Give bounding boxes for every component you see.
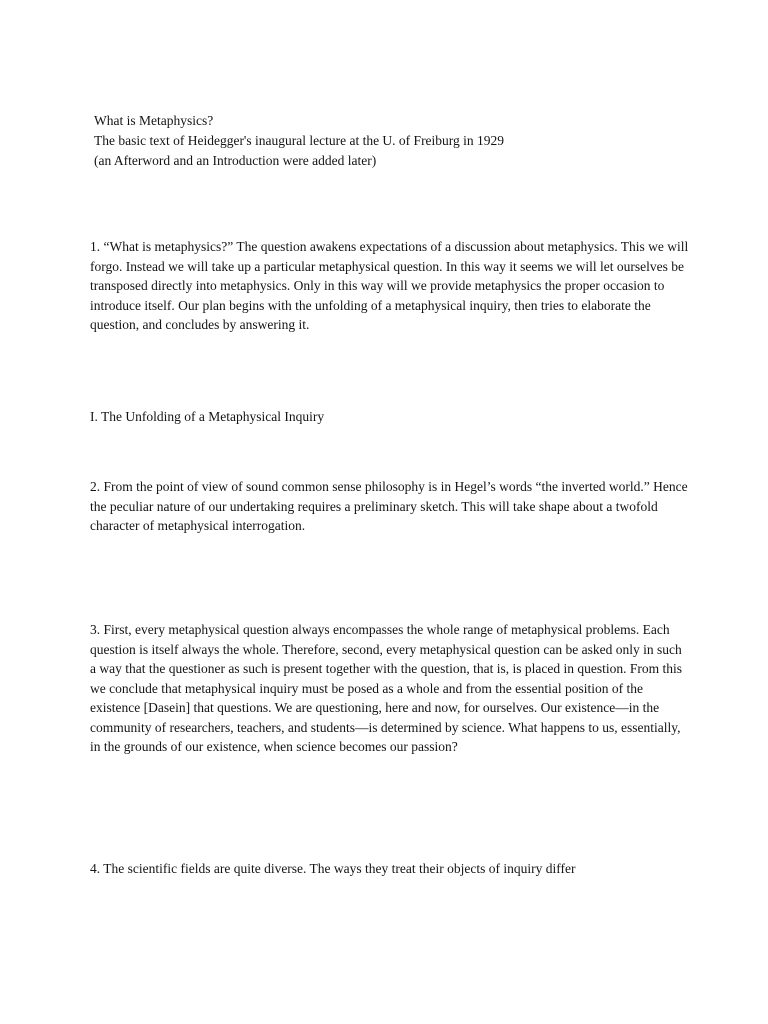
paragraph-2: 2. From the point of view of sound common sense philosophy is in Hegel’s words “the inverted world.” Hence the peculiar nature of our undertaking requires a preliminary sketch. This will take shape about a twofold character of metaphysical interrogation. bbox=[90, 479, 688, 533]
document-note: (an Afterword and an Introduction were added later) bbox=[94, 153, 377, 168]
document-title: What is Metaphysics? bbox=[94, 113, 214, 128]
document-subtitle: The basic text of Heidegger's inaugural lecture at the U. of Freiburg in 1929 bbox=[94, 133, 505, 148]
paragraph-4: 4. The scientific fields are quite diverse. The ways they treat their objects of inquiry differ bbox=[90, 861, 576, 876]
paragraph-1: 1. “What is metaphysics?” The question awakens expectations of a discussion about metaphysics. This we will forgo. Instead we will take up a particular metaphysical question. In this way it seems we will let ourselves be transposed directly into metaphysics. Only in this way will we provide metaphysics the proper occasion to introduce itself. Our plan begins with the unfolding of a metaphysical inquiry, then tries to elaborate the question, and concludes by answering it. bbox=[90, 239, 689, 332]
document-header bbox=[94, 111, 694, 171]
section-heading: I. The Unfolding of a Metaphysical Inquiry bbox=[90, 409, 325, 424]
paragraph-3: 3. First, every metaphysical question always encompasses the whole range of metaphysical problems. Each question is itself always the whole. Therefore, second, every metaphysical question can be asked only in such a way that the questioner as such is present together with the question, that is, is placed in question. From this we conclude that metaphysical inquiry must be posed as a whole and from the essential position of the existence [Dasein] that questions. We are questioning, here and now, for ourselves. Our existence—in the community of researchers, teachers, and students—is determined by science. What happens to us, essentially, in the grounds of our existence, when science becomes our passion? bbox=[90, 622, 683, 754]
